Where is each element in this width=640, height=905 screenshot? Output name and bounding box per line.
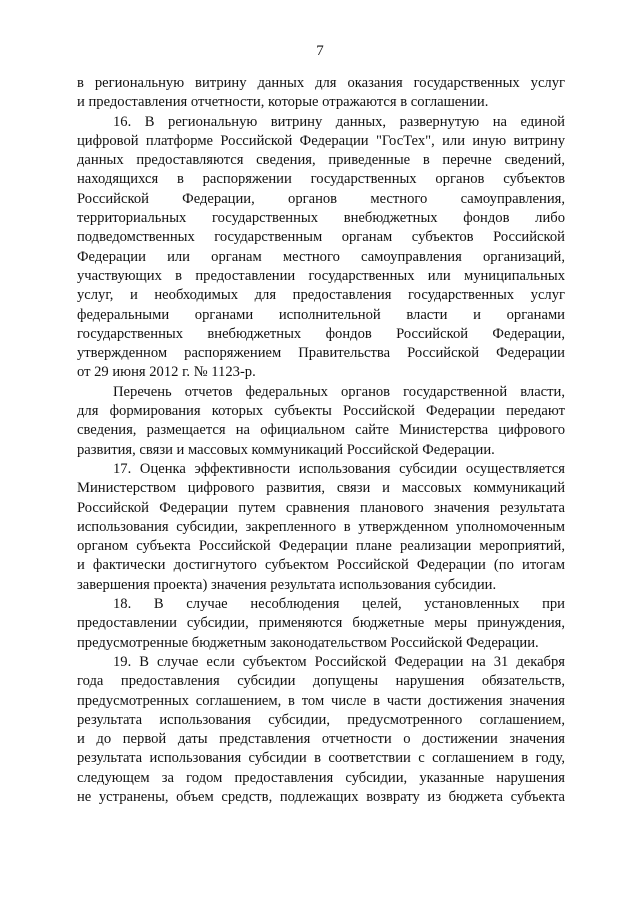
text-line: 17. Оценка эффективности использования субсидии осуществляется xyxy=(113,460,565,477)
text-line: сведения, размещается на официальном сайте Министерства цифрового xyxy=(77,422,565,439)
text-line: органом субъекта Российской Федерации плане реализации мероприятий, xyxy=(77,538,565,555)
text-line: находящихся в распоряжении государственных органов субъектов xyxy=(77,171,565,188)
text-line: цифровой платформе Российской Федерации "ГосТех", или иную витрину xyxy=(77,132,565,149)
text-line: и до первой даты представления отчетности о достижении значения xyxy=(77,731,565,748)
text-line: предусмотренных соглашением, в том числе в части достижения значения xyxy=(77,692,565,709)
text-line: 18. В случае несоблюдения целей, установленных при xyxy=(113,596,565,613)
page-number: 7 xyxy=(316,43,324,59)
text-line: предоставлении субсидии, применяются бюджетные меры принуждения, xyxy=(77,615,565,632)
text-line: Министерством цифрового развития, связи и массовых коммуникаций xyxy=(77,480,565,497)
text-line: федеральными органами исполнительной власти и органами xyxy=(77,306,565,323)
document-body xyxy=(77,74,565,807)
text-line: года предоставления субсидии допущены нарушения обязательств, xyxy=(77,673,565,690)
text-line: территориальных государственных внебюджетных фондов либо xyxy=(77,210,565,227)
text-line: предусмотренные бюджетным законодательством Российской Федерации. xyxy=(77,634,539,651)
text-line: Российской Федерации путем сравнения планового значения результата xyxy=(77,499,565,516)
text-line: 16. В региональную витрину данных, развернутую на единой xyxy=(113,113,565,130)
text-line: в региональную витрину данных для оказания государственных услуг xyxy=(77,75,565,91)
text-line: Российской Федерации, органов местного самоуправления, xyxy=(77,190,565,207)
text-line: утвержденном распоряжением Правительства Российской Федерации xyxy=(77,345,565,362)
text-line: для формирования которых субъекты Российской Федерации передают xyxy=(77,403,565,420)
text-line: подведомственных государственным органам субъектов Российской xyxy=(77,229,565,246)
text-line: использования субсидии, закрепленного в утвержденном уполномоченным xyxy=(77,518,565,535)
text-line: Федерации или органам местного самоуправления организаций, xyxy=(77,248,565,265)
text-line: не устранены, объем средств, подлежащих возврату из бюджета субъекта xyxy=(77,788,565,805)
text-line: от 29 июня 2012 г. № 1123-р. xyxy=(77,364,256,381)
text-line: государственных внебюджетных фондов Российской Федерации, xyxy=(77,325,565,342)
text-line: Перечень отчетов федеральных органов государственной власти, xyxy=(113,383,565,400)
text-line: данных предоставляются сведения, приведенные в перечне сведений, xyxy=(77,152,565,169)
text-line: завершения проекта) значения результата использования субсидии. xyxy=(77,576,497,593)
text-line: развития, связи и массовых коммуникаций Российской Федерации. xyxy=(77,441,495,458)
text-line: следующем за годом предоставления субсидии, указанные нарушения xyxy=(77,769,565,786)
text-line: 19. В случае если субъектом Российской Федерации на 31 декабря xyxy=(113,653,565,670)
text-line: и предоставления отчетности, которые отражаются в соглашении. xyxy=(77,94,489,111)
text-line: результата использования субсидии в соответствии с соглашением в году, xyxy=(77,750,565,767)
text-line: услуг, и необходимых для предоставления государственных услуг xyxy=(77,287,565,304)
text-line: результата использования субсидии, предусмотренного соглашением, xyxy=(77,711,565,728)
text-line: участвующих в предоставлении государственных или муниципальных xyxy=(77,267,565,284)
text-line: и фактически достигнутого субъектом Российской Федерации (по итогам xyxy=(77,557,565,574)
